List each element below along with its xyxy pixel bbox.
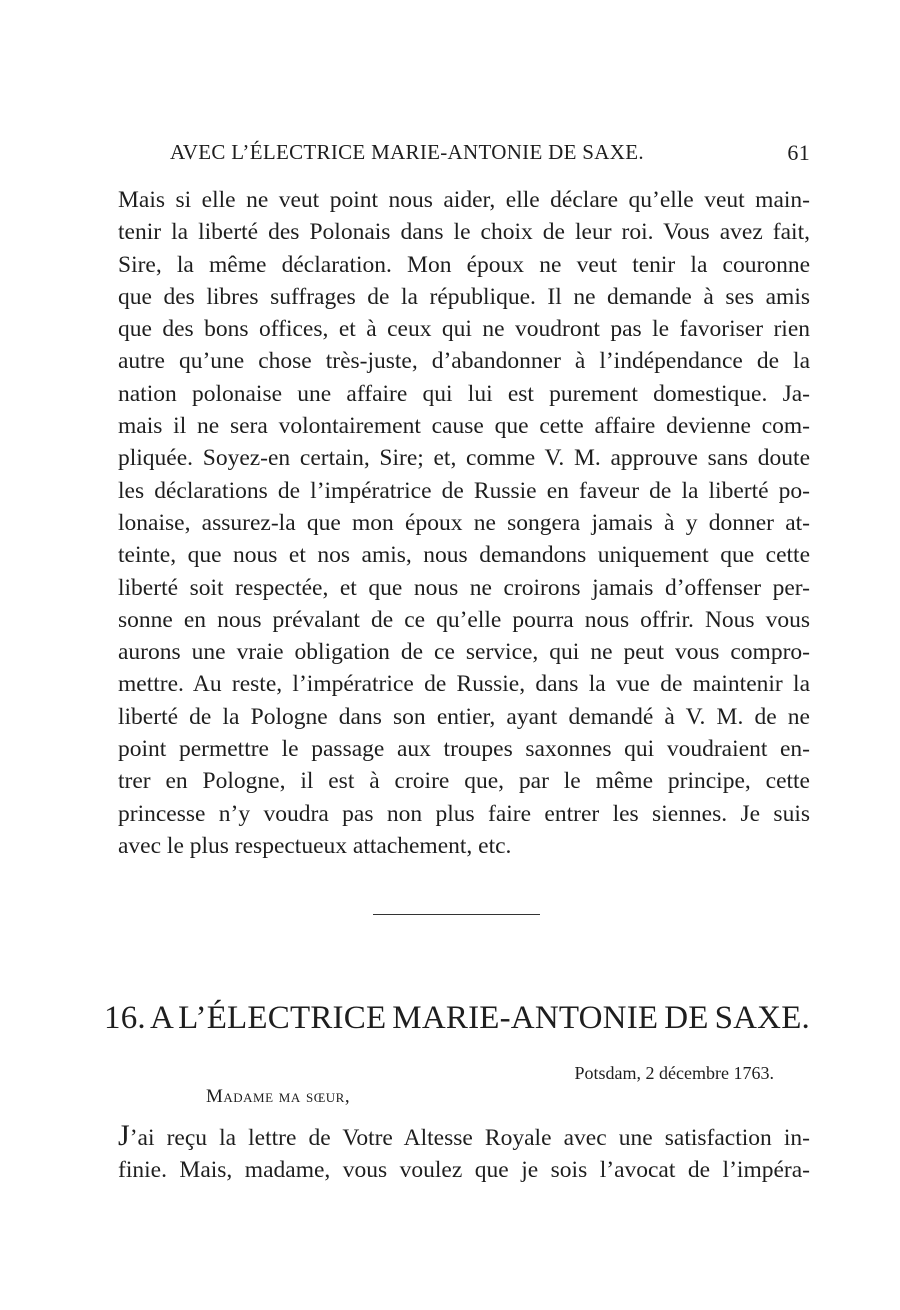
- page-number: 61: [787, 140, 810, 165]
- text-line: princesse n’y voudra pas non plus faire entrer les siennes. Je suis: [118, 800, 810, 827]
- letter-heading: 16. A L’ÉLECTRICE MARIE-ANTONIE DE SAXE.: [104, 1000, 810, 1036]
- text-line: pliquée. Soyez-en certain, Sire; et, comme V. M. approuve sans doute: [118, 445, 810, 472]
- text-line: tenir la liberté des Polonais dans le choix de leur roi. Vous avez fait,: [118, 219, 810, 246]
- letter-dateline: Potsdam, 2 décembre 1763.: [574, 1063, 774, 1083]
- text-line: point permettre le passage aux troupes saxonnes qui voudraient en-: [118, 736, 810, 763]
- text-line: mettre. Au reste, l’impératrice de Russie, dans la vue de maintenir la: [118, 671, 810, 698]
- text-line: Sire, la même déclaration. Mon époux ne veut tenir la couronne: [118, 251, 810, 278]
- letter-salutation: [206, 1086, 350, 1108]
- text-line: nation polonaise une affaire qui lui est purement domestique. Ja-: [118, 380, 810, 407]
- text-line: liberté soit respectée, et que nous ne croirons jamais d’offenser per-: [118, 574, 810, 601]
- text-line: Mais si elle ne veut point nous aider, elle déclare qu’elle veut main-: [118, 187, 810, 213]
- previous-letter-text: [118, 184, 810, 862]
- text-line: liberté de la Pologne dans son entier, ayant demandé à V. M. de ne: [118, 703, 810, 730]
- running-head-title: AVEC L’ÉLECTRICE MARIE-ANTONIE DE SAXE.: [170, 140, 644, 164]
- text-line: aurons une vraie obligation de ce service, qui ne peut vous compro-: [118, 639, 810, 666]
- text-line: lonaise, assurez-la que mon époux ne songera jamais à y donner at-: [118, 509, 810, 536]
- running-head: [170, 140, 810, 170]
- letter-body-text: [118, 1119, 810, 1186]
- salutation-text: Madame ma sœur,: [206, 1086, 351, 1107]
- text-line: que des libres suffrages de la république. Il ne demande à ses amis: [118, 283, 810, 310]
- text-line: autre qu’une chose très-juste, d’abandonner à l’indépendance de la: [118, 348, 810, 375]
- text-line: teinte, que nous et nos amis, nous demandons uniquement que cette: [118, 542, 810, 569]
- drop-initial: J: [118, 1119, 130, 1152]
- text-line: mais il ne sera volontairement cause que cette affaire devienne com-: [118, 413, 810, 440]
- section-divider-rule: [373, 914, 540, 915]
- text-line: sonne en nous prévalant de ce qu’elle pourra nous offrir. Nous vous: [118, 606, 810, 633]
- text-line: [118, 1119, 810, 1154]
- text-line: trer en Pologne, il est à croire que, par le même principe, cette: [118, 768, 810, 795]
- text-line: que des bons offices, et à ceux qui ne voudront pas le favoriser rien: [118, 316, 810, 343]
- text-line-content: ’ai reçu la lettre de Votre Altesse Royale avec une satisfaction in-: [129, 1125, 810, 1151]
- text-line: avec le plus respectueux attachement, etc.: [118, 832, 512, 859]
- text-line: finie. Mais, madame, vous voulez que je sois l’avocat de l’impéra-: [118, 1157, 810, 1183]
- text-line: les déclarations de l’impératrice de Russie en faveur de la liberté po-: [118, 477, 810, 504]
